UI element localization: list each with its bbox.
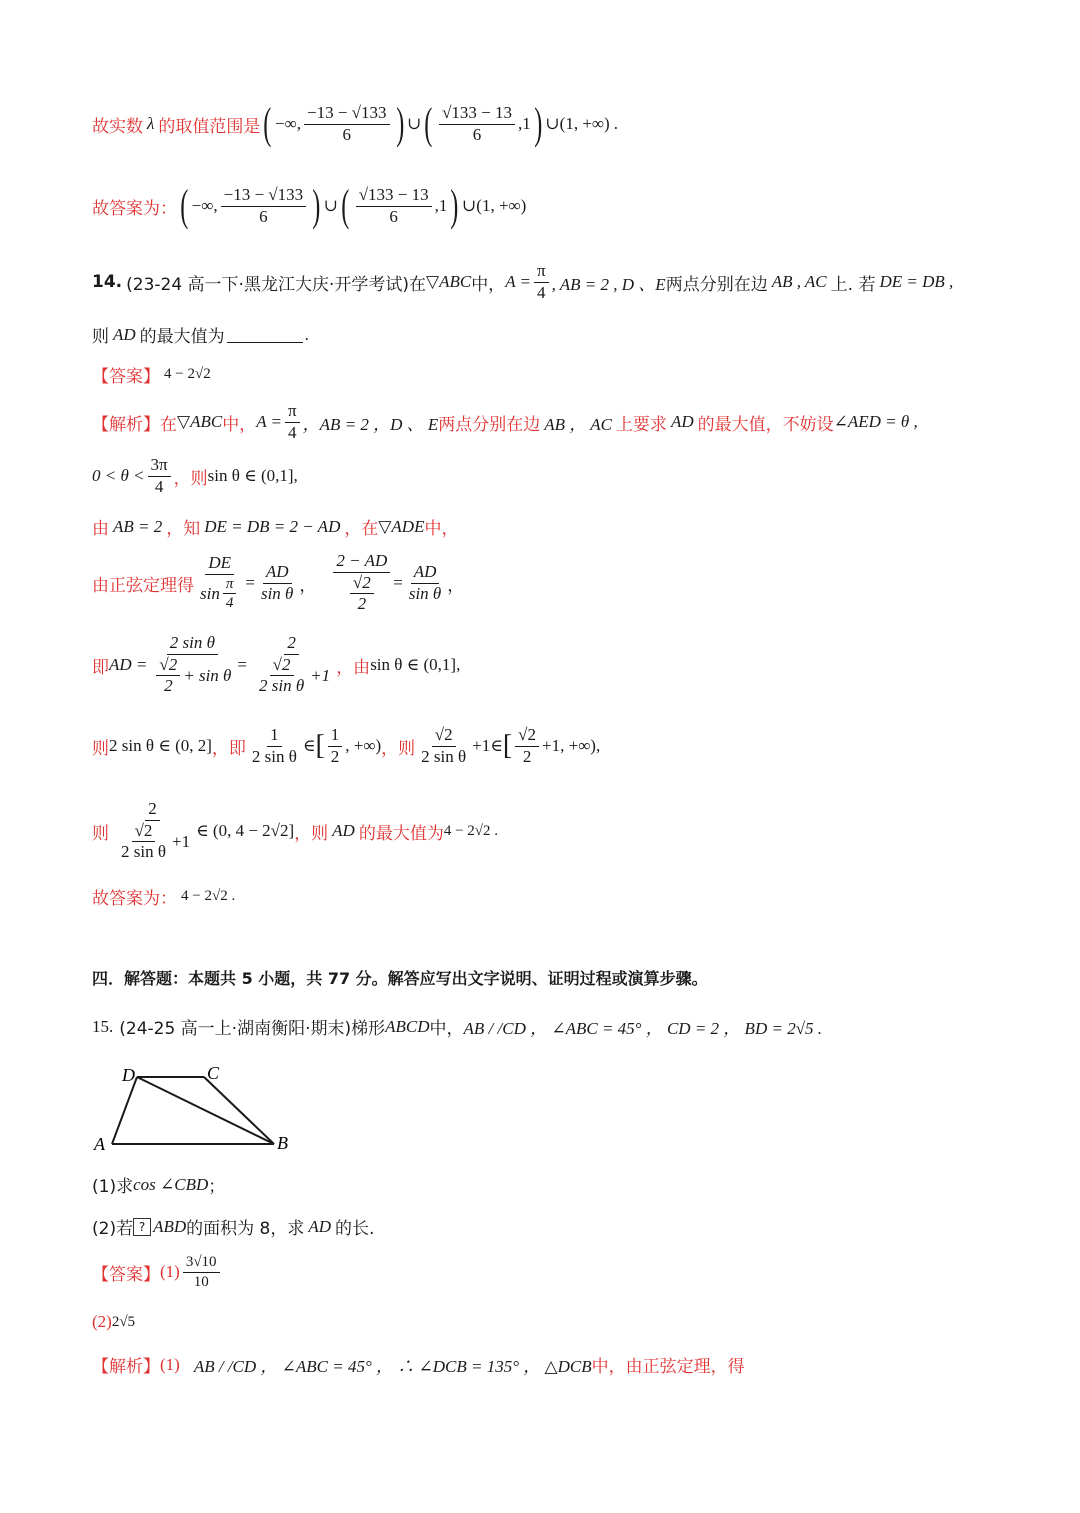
denominator: 4 (537, 282, 546, 302)
denominator: sin θ (408, 583, 442, 603)
answer-line (92, 181, 527, 230)
paren: ( (180, 181, 189, 230)
text: 中， (222, 414, 257, 435)
paren: ) (450, 181, 459, 230)
text: . (304, 324, 309, 344)
answer-14 (92, 362, 211, 387)
section-header: 四．解答题：本题共 5 小题，共 77 分。解答应写出文字说明、证明过程或演算步骤。 (92, 969, 708, 988)
text: ，即 (211, 738, 246, 759)
analysis-line-3 (92, 514, 458, 539)
text: +1 (310, 665, 331, 685)
text: (1) (160, 1354, 180, 1374)
fraction (118, 822, 169, 862)
math: 4 − 2√2 . (443, 822, 499, 839)
text: (2) (92, 1312, 112, 1331)
math: ∈ (0, 4 − 2√2] (196, 821, 295, 841)
math: A = (256, 412, 282, 432)
paren: ) (395, 99, 404, 148)
math: DE = DB = 2 − AD (204, 516, 341, 536)
text: ， (299, 575, 317, 595)
text: 故答案为： (92, 198, 177, 219)
numerator: 2 − AD (333, 552, 390, 573)
text: ，则 (173, 468, 208, 489)
numerator: −13 − √133 (304, 104, 390, 125)
text: 上. 若 (830, 274, 876, 295)
analysis-line-2 (92, 456, 298, 496)
answer-15-2 (92, 1312, 135, 1332)
text: (1)求 (92, 1177, 134, 1197)
text: ∈ (490, 736, 503, 756)
math: , AB = 2 , D 、E (551, 274, 666, 294)
fraction (356, 186, 432, 226)
text: 则 (92, 823, 109, 844)
text: 的最大值，不妨设 (697, 414, 834, 435)
fraction (256, 656, 307, 696)
lambda: λ (147, 114, 155, 133)
answer-range-line (92, 99, 618, 148)
analysis-15-line-1 (92, 1352, 745, 1377)
fraction (148, 456, 171, 496)
numerator: AD (263, 563, 292, 584)
text: (2)若 (92, 1219, 134, 1239)
fraction (350, 574, 374, 614)
analysis-tag: 【解析】 (92, 1357, 160, 1377)
math: AB = 2 (113, 516, 163, 536)
denominator (112, 821, 193, 862)
fraction (156, 656, 180, 696)
text: ,1 (518, 114, 531, 133)
numerator: π (223, 576, 237, 595)
text: 中，由正弦定理，得 (591, 1357, 745, 1377)
edge-DA (112, 1077, 137, 1144)
answer-tag: 【答案】 (92, 367, 160, 387)
text: + sin θ (183, 665, 232, 685)
denominator: 6 (259, 206, 268, 226)
text: 由正弦定理得 (92, 575, 194, 596)
text: 中， (429, 1019, 464, 1039)
fraction (112, 800, 193, 862)
paren: ( (263, 99, 272, 148)
math: 0 < θ < (92, 466, 145, 486)
text: 两点分别在边 (665, 274, 768, 295)
numerator: 3π (148, 456, 171, 477)
denominator: sin θ (260, 583, 294, 603)
analysis-line-8 (92, 884, 235, 909)
question-14-line2 (92, 322, 309, 347)
fraction (258, 563, 296, 603)
math: ∠AED = θ , (833, 412, 918, 432)
equals: = (393, 573, 403, 593)
fraction (223, 576, 237, 612)
fraction (285, 402, 300, 442)
question-source: (24-25 高一上·湖南衡阳·期末) (119, 1019, 352, 1039)
text: +1 (472, 736, 491, 756)
denominator: 2 (357, 594, 367, 614)
fraction (150, 634, 234, 696)
text: 则 (92, 327, 109, 347)
analysis-line-4 (92, 552, 464, 614)
text: 由 (92, 519, 109, 539)
text: 故答案为： (92, 889, 177, 909)
text: 梯形 (351, 1019, 386, 1039)
math: AD (670, 412, 694, 432)
text: ，则 (381, 738, 416, 759)
text: 即 (92, 657, 109, 678)
equals: = (245, 573, 255, 593)
question-number: 15. (92, 1016, 114, 1036)
math: ABCD (385, 1016, 430, 1036)
math: DE = DB , (879, 272, 954, 292)
text: 的最大值为 (139, 327, 225, 347)
numerator: √2 (156, 656, 180, 677)
text: ,1 (434, 196, 448, 215)
denominator: 6 (472, 124, 482, 144)
numerator: √2 (350, 574, 374, 595)
answer-blank (227, 326, 303, 343)
text: 的面积为 8，求 (186, 1219, 305, 1239)
denominator: 2 sin θ (259, 676, 305, 696)
paren: ) (534, 99, 543, 148)
q15-part1 (92, 1172, 225, 1197)
neg-inf: −∞, (275, 114, 301, 133)
denominator: 2 sin θ (251, 746, 297, 766)
text: 的取值范围是 (158, 116, 261, 137)
math: AD (113, 324, 136, 344)
text: sin (200, 583, 220, 603)
denominator: 2 (164, 676, 173, 696)
numerator: 2 (145, 800, 160, 821)
paren: ( (341, 181, 350, 230)
numerator: 2 (284, 634, 299, 655)
analysis-line-6 (92, 726, 600, 766)
text: 则 (92, 738, 109, 759)
fraction (328, 726, 343, 766)
fraction (534, 262, 549, 302)
denominator: 2 sin θ (421, 746, 467, 766)
label-C: C (207, 1063, 220, 1083)
denominator (150, 655, 234, 696)
math: ，AB = 2 ，D 、 E (302, 414, 439, 434)
denominator: 4 (288, 422, 297, 442)
denominator (197, 575, 242, 612)
edge-CB (204, 1077, 274, 1144)
label-B: B (277, 1133, 288, 1153)
math: sin θ ∈ (0,1], (207, 466, 298, 486)
math: 4 − 2√2 . (181, 888, 236, 904)
missing-glyph-icon: ? (133, 1218, 151, 1236)
analysis-line-1 (92, 402, 918, 442)
math: AB ， AC (544, 414, 612, 434)
answer-15-1 (92, 1254, 223, 1290)
numerator: √2 (132, 822, 156, 843)
answer-value: 4 − 2√2 (164, 366, 211, 382)
text: ，在 (344, 519, 379, 539)
union: ∪ (407, 114, 422, 133)
math: sin θ ∈ (0,1], (370, 655, 461, 675)
text: 中， (471, 274, 506, 295)
math: ▽ADE (378, 516, 425, 536)
fraction (515, 726, 539, 766)
union: ∪ (462, 196, 477, 215)
label-A: A (94, 1134, 105, 1154)
union: ∪ (323, 196, 339, 215)
text: 故实数 (92, 116, 143, 137)
text: ∈ (302, 736, 316, 756)
math: cos ∠CBD (133, 1174, 209, 1194)
numerator: AD (411, 563, 440, 584)
math: AB / /CD ， ∠ABC = 45° ， CD = 2 ， BD = 2√5 . (463, 1019, 823, 1038)
question-number: 14. (92, 272, 123, 293)
numerator: 3√10 (183, 1254, 220, 1273)
math: AD (308, 1216, 332, 1236)
math: , +∞) (345, 736, 382, 756)
text: (1, +∞) (559, 114, 610, 133)
fraction (304, 104, 390, 144)
numerator: DE (205, 554, 234, 575)
fraction (418, 726, 469, 766)
neg-inf: −∞, (191, 196, 218, 215)
answer-tag: 【答案】 (92, 1264, 160, 1285)
numerator: √2 (270, 656, 294, 677)
math: AD (332, 821, 355, 841)
denominator (250, 655, 333, 696)
paren: ( (424, 99, 433, 148)
denominator: 10 (193, 1273, 209, 1290)
numerator: √133 − 13 (356, 186, 432, 207)
text: 上要求 (615, 414, 667, 435)
trapezoid-figure (90, 1060, 300, 1155)
text: (1) (160, 1262, 180, 1281)
fraction (439, 104, 515, 144)
analysis-line-5 (92, 634, 460, 696)
text: ，由 (336, 657, 371, 678)
denominator: 2 (522, 746, 532, 766)
text: ，知 (166, 519, 201, 539)
text: (1, +∞) (476, 196, 527, 215)
question-15 (92, 1014, 822, 1039)
text: 在 (160, 414, 177, 435)
fraction (197, 554, 242, 612)
text: ； (208, 1177, 226, 1197)
text: . (613, 114, 618, 133)
denominator: 6 (389, 206, 398, 226)
numerator: √2 (515, 726, 539, 747)
text: 两点分别在边 (438, 414, 541, 435)
math: ABD (153, 1216, 187, 1236)
fraction (333, 552, 390, 614)
math: A = (505, 272, 531, 292)
math: AD = (109, 655, 148, 675)
text: +1 (171, 831, 191, 851)
text: 的最大值为 (358, 823, 444, 844)
text: 在 (409, 274, 426, 295)
math: ▽ABC (177, 412, 223, 432)
numerator: √133 − 13 (439, 104, 515, 125)
analysis-line-7 (92, 800, 498, 862)
fraction (250, 634, 333, 696)
numerator: √2 (432, 726, 456, 747)
question-14 (92, 262, 953, 302)
math: 2 sin θ ∈ (0, 2] (109, 736, 212, 756)
union: ∪ (545, 114, 560, 133)
equals: = (237, 655, 247, 675)
edge-DB (137, 1077, 274, 1144)
denominator: 2 sin θ (121, 842, 166, 862)
denominator: 2 (330, 746, 340, 766)
math: AB , AC (771, 272, 827, 292)
denominator: 6 (342, 124, 351, 144)
numerator: −13 − √133 (221, 186, 307, 207)
fraction (406, 563, 444, 603)
bracket: [ (315, 730, 325, 762)
math: +1, +∞), (542, 736, 601, 756)
text: ， (447, 575, 465, 595)
fraction (221, 186, 307, 226)
math: 2√5 (111, 1313, 136, 1330)
numerator: π (534, 262, 549, 283)
math: AB / /CD ， ∠ABC = 45° ， ∴ ∠DCB = 135° ， △DCB (193, 1357, 592, 1376)
q15-part2 (92, 1214, 374, 1239)
fraction (249, 726, 300, 766)
numerator: 1 (328, 726, 343, 747)
text: 的长. (335, 1219, 375, 1239)
analysis-tag: 【解析】 (92, 414, 160, 435)
question-source: (23-24 高一下·黑龙江大庆·开学考试) (126, 274, 409, 295)
math: ▽ABC (426, 272, 472, 292)
bracket: [ (502, 730, 513, 762)
denominator (344, 573, 380, 614)
paren: ) (312, 181, 321, 230)
label-D: D (122, 1065, 135, 1085)
numerator: 1 (267, 726, 282, 747)
denominator: 4 (154, 476, 164, 496)
text: ，则 (294, 823, 329, 844)
numerator: π (285, 402, 300, 423)
text: 中， (424, 519, 459, 539)
denominator: 4 (225, 595, 234, 612)
numerator: 2 sin θ (167, 634, 218, 655)
fraction (183, 1254, 220, 1290)
